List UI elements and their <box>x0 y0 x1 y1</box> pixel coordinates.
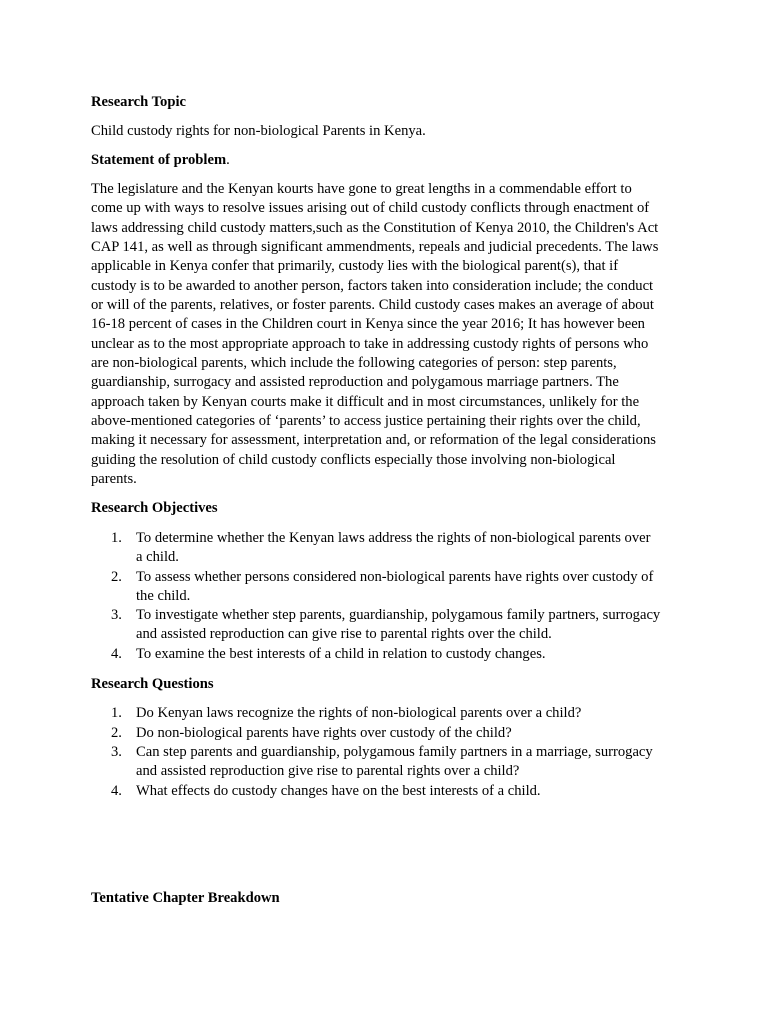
list-line: Can step parents and guardianship, polygamous family partners in a marriage, surrogacy <box>136 744 653 760</box>
list-line: What effects do custody changes have on the best interests of a child. <box>136 782 541 799</box>
list-number: 2. <box>111 724 122 741</box>
paragraph-line: come up with ways to resolve issues arising out of child custody conflicts through enactment of <box>91 200 650 217</box>
paragraph-line: parents. <box>91 471 137 488</box>
paragraph-line: are non-biological parents, which include the following categories of person: step parents, <box>91 355 617 372</box>
questions-heading: Research Questions <box>91 676 214 692</box>
list-number: 3. <box>111 607 122 623</box>
list-line: Do Kenyan laws recognize the rights of non-biological parents over a child? <box>136 705 582 721</box>
paragraph-line: approach taken by Kenyan courts make it difficult and in most circumstances, unlikely for the <box>91 393 640 410</box>
list-line: Do non-biological parents have rights over custody of the child? <box>136 724 512 741</box>
list-number: 1. <box>111 705 122 721</box>
list-line: and assisted reproduction give rise to parental rights over a child? <box>136 763 520 779</box>
paragraph-line: applicable in Kenya confer that primarily, custody lies with the biological parent(s), that if <box>91 258 619 275</box>
paragraph-line: custody is to be awarded to another person, factors taken into consideration include; the conduct <box>91 277 654 294</box>
list-line: the child. <box>136 587 191 604</box>
paragraph-line: unclear as to the most appropriate approach to take in addressing custody rights of persons who <box>91 335 649 352</box>
list-line: and assisted reproduction can give rise to parental rights over the child. <box>136 626 552 642</box>
list-line: To examine the best interests of a child in relation to custody changes. <box>136 645 546 662</box>
list-line: To determine whether the Kenyan laws address the rights of non-biological parents over <box>136 530 651 546</box>
research-topic-text: Child custody rights for non-biological Parents in Kenya. <box>91 123 426 139</box>
list-number: 4. <box>111 782 122 799</box>
question-item <box>91 782 686 801</box>
paragraph-line: making it necessary for assessment, interpretation and, or reformation of the legal considerations <box>91 432 656 449</box>
paragraph-line: guardianship, surrogacy and assisted reproduction and polygamous marriage partners. The <box>91 374 619 391</box>
paragraph-line: The legislature and the Kenyan kourts have gone to great lengths in a commendable effort to <box>91 181 632 197</box>
objective-item <box>91 529 686 567</box>
list-line: a child. <box>136 549 179 565</box>
objectives-heading: Research Objectives <box>91 500 218 516</box>
questions-list <box>91 704 686 801</box>
chapter-breakdown-heading: Tentative Chapter Breakdown <box>91 890 280 906</box>
objective-item <box>91 645 686 664</box>
paragraph-line: or will of the parents, relatives, or foster parents. Child custody cases makes an average of about <box>91 297 654 314</box>
objective-item <box>91 606 686 644</box>
objective-item <box>91 568 686 606</box>
question-item <box>91 724 686 743</box>
paragraph-line: 16-18 percent of cases in the Children court in Kenya since the year 2016; It has however been <box>91 316 645 333</box>
question-item <box>91 743 686 781</box>
problem-heading <box>91 151 230 170</box>
objectives-list <box>91 529 686 664</box>
paragraph-line: CAP 141, as well as through significant ammendments, repeals and judicial precedents. The laws <box>91 239 659 256</box>
problem-heading-period: . <box>226 152 230 168</box>
list-number: 3. <box>111 744 122 760</box>
list-line: To assess whether persons considered non-biological parents have rights over custody of <box>136 568 654 585</box>
paragraph-line: above-mentioned categories of ‘parents’ to access justice pertaining their rights over the child, <box>91 413 641 430</box>
paragraph-line: laws addressing child custody matters,such as the Constitution of Kenya 2010, the Children's Act <box>91 219 659 236</box>
paragraph-line: guiding the resolution of child custody conflicts especially those involving non-biological <box>91 451 616 468</box>
list-number: 4. <box>111 645 122 662</box>
list-number: 1. <box>111 530 122 546</box>
list-line: To investigate whether step parents, guardianship, polygamous family partners, surrogacy <box>136 607 661 623</box>
problem-paragraph <box>91 180 681 490</box>
question-item <box>91 704 686 723</box>
research-topic-heading: Research Topic <box>91 94 187 110</box>
list-number: 2. <box>111 568 122 585</box>
problem-heading-label: Statement of problem <box>91 152 227 168</box>
